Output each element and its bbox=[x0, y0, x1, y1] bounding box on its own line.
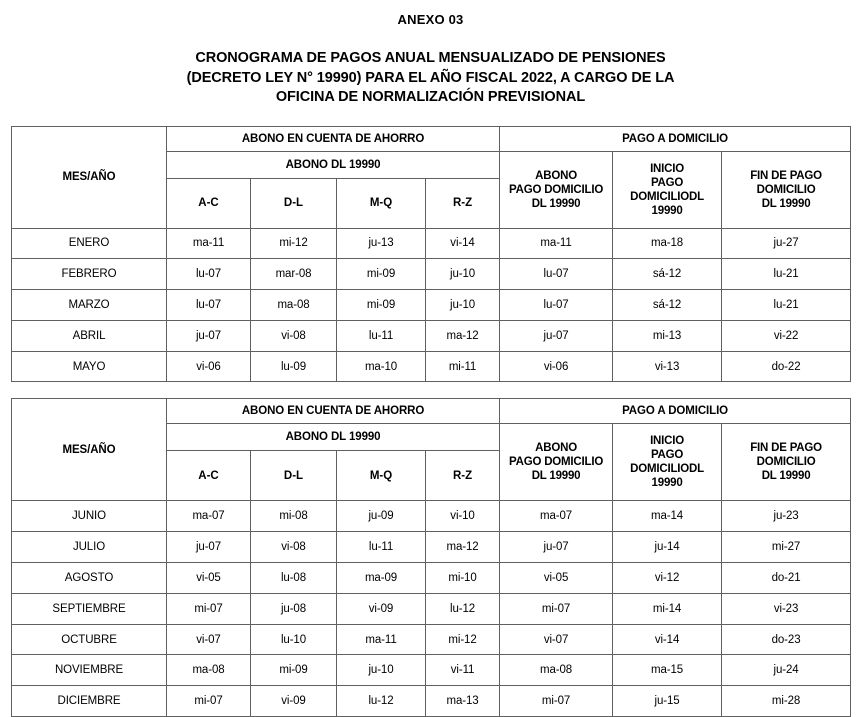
cell-abono-ac: lu-07 bbox=[167, 290, 251, 321]
header-fin-pago-domicilio bbox=[722, 424, 851, 501]
schedule-table-2-body bbox=[12, 501, 851, 717]
cell-abono-mq: lu-11 bbox=[337, 532, 426, 563]
schedule-table-second-semester bbox=[11, 398, 851, 717]
cell-abono-rz: mi-11 bbox=[426, 351, 500, 382]
header-group-pago-domicilio: PAGO A DOMICILIO bbox=[500, 126, 851, 151]
cell-abono-rz: ma-12 bbox=[426, 532, 500, 563]
cell-abono-rz: vi-10 bbox=[426, 501, 500, 532]
cell-inicio-pago-domicilio: vi-13 bbox=[613, 351, 722, 382]
cell-inicio-pago-domicilio: ju-15 bbox=[613, 686, 722, 717]
header-fin-pago-domicilio-line-3: DL 19990 bbox=[761, 197, 811, 210]
header-abono-pago-domicilio-line-1: ABONO bbox=[535, 442, 577, 455]
cell-abono-dl: mi-12 bbox=[251, 228, 337, 259]
table-row bbox=[12, 624, 851, 655]
header-inicio-pago-domicilio-line-3: DOMICILIODL bbox=[630, 190, 704, 203]
header-fin-pago-domicilio-line-3: DL 19990 bbox=[761, 470, 811, 483]
cell-abono-rz: ma-13 bbox=[426, 686, 500, 717]
cell-fin-pago-domicilio: ju-24 bbox=[722, 655, 851, 686]
header-group-abono-cuenta-ahorro: ABONO EN CUENTA DE AHORRO bbox=[167, 126, 500, 151]
cell-abono-pago-domicilio: vi-05 bbox=[500, 563, 613, 594]
header-mes-ano: MES/AÑO bbox=[12, 399, 167, 501]
cell-fin-pago-domicilio: vi-22 bbox=[722, 320, 851, 351]
cell-abono-rz: vi-14 bbox=[426, 228, 500, 259]
header-inicio-pago-domicilio-line-4: 19990 bbox=[651, 204, 683, 217]
header-letter-mq: M-Q bbox=[337, 451, 426, 501]
cell-abono-mq: lu-11 bbox=[337, 320, 426, 351]
schedule-table-2-wrapper bbox=[0, 398, 861, 717]
header-inicio-pago-domicilio-line-2: PAGO bbox=[650, 449, 684, 462]
cell-abono-mq: lu-12 bbox=[337, 686, 426, 717]
cell-abono-pago-domicilio: vi-07 bbox=[500, 624, 613, 655]
cell-inicio-pago-domicilio: ma-18 bbox=[613, 228, 722, 259]
page-title bbox=[0, 27, 861, 108]
header-fin-pago-domicilio-line-2: DOMICILIO bbox=[756, 456, 816, 469]
cell-abono-pago-domicilio: lu-07 bbox=[500, 259, 613, 290]
header-letter-ac: A-C bbox=[167, 178, 251, 228]
table-row bbox=[12, 351, 851, 382]
cell-abono-mq: mi-09 bbox=[337, 290, 426, 321]
header-inicio-pago-domicilio-line-3: DOMICILIODL bbox=[630, 463, 704, 476]
table-header-row-group bbox=[12, 399, 851, 424]
header-inicio-pago-domicilio-line-2: PAGO bbox=[650, 176, 684, 189]
header-inicio-pago-domicilio-line-1: INICIO bbox=[650, 435, 685, 448]
cell-abono-dl: vi-09 bbox=[251, 686, 337, 717]
cell-abono-ac: vi-05 bbox=[167, 563, 251, 594]
cell-abono-ac: ju-07 bbox=[167, 532, 251, 563]
cell-inicio-pago-domicilio: ju-14 bbox=[613, 532, 722, 563]
cell-abono-mq: ju-13 bbox=[337, 228, 426, 259]
cell-abono-pago-domicilio: ma-08 bbox=[500, 655, 613, 686]
cell-abono-mq: mi-09 bbox=[337, 259, 426, 290]
cell-inicio-pago-domicilio: vi-14 bbox=[613, 624, 722, 655]
cell-abono-ac: mi-07 bbox=[167, 593, 251, 624]
cell-fin-pago-domicilio: do-22 bbox=[722, 351, 851, 382]
header-group-pago-domicilio: PAGO A DOMICILIO bbox=[500, 399, 851, 424]
cell-inicio-pago-domicilio: mi-13 bbox=[613, 320, 722, 351]
cell-abono-dl: mar-08 bbox=[251, 259, 337, 290]
cell-abono-dl: ma-08 bbox=[251, 290, 337, 321]
cell-abono-mq: ju-09 bbox=[337, 501, 426, 532]
cell-fin-pago-domicilio: ju-27 bbox=[722, 228, 851, 259]
cell-month: MARZO bbox=[12, 290, 167, 321]
cell-inicio-pago-domicilio: ma-15 bbox=[613, 655, 722, 686]
cell-abono-dl: ju-08 bbox=[251, 593, 337, 624]
cell-abono-pago-domicilio: mi-07 bbox=[500, 686, 613, 717]
header-letter-dl: D-L bbox=[251, 178, 337, 228]
page-title-line-2: (DECRETO LEY N° 19990) PARA EL AÑO FISCAL 2022, A CARGO DE LA bbox=[186, 69, 675, 86]
table-row bbox=[12, 320, 851, 351]
header-inicio-pago-domicilio-line-4: 19990 bbox=[651, 477, 683, 490]
header-letter-ac: A-C bbox=[167, 451, 251, 501]
cell-abono-ac: ma-11 bbox=[167, 228, 251, 259]
cell-abono-mq: ju-10 bbox=[337, 655, 426, 686]
schedule-table-1-body bbox=[12, 228, 851, 382]
cell-fin-pago-domicilio: vi-23 bbox=[722, 593, 851, 624]
cell-abono-rz: ma-12 bbox=[426, 320, 500, 351]
cell-abono-ac: mi-07 bbox=[167, 686, 251, 717]
header-inicio-pago-domicilio bbox=[613, 151, 722, 228]
cell-inicio-pago-domicilio: sá-12 bbox=[613, 259, 722, 290]
cell-abono-dl: vi-08 bbox=[251, 320, 337, 351]
table-row bbox=[12, 532, 851, 563]
header-letter-rz: R-Z bbox=[426, 178, 500, 228]
header-mes-ano: MES/AÑO bbox=[12, 126, 167, 228]
cell-month: JULIO bbox=[12, 532, 167, 563]
cell-fin-pago-domicilio: mi-27 bbox=[722, 532, 851, 563]
cell-month: ENERO bbox=[12, 228, 167, 259]
cell-month: AGOSTO bbox=[12, 563, 167, 594]
header-fin-pago-domicilio bbox=[722, 151, 851, 228]
cell-abono-dl: mi-08 bbox=[251, 501, 337, 532]
cell-inicio-pago-domicilio: vi-12 bbox=[613, 563, 722, 594]
cell-abono-ac: ju-07 bbox=[167, 320, 251, 351]
schedule-table-first-semester bbox=[11, 126, 851, 383]
cell-abono-rz: mi-10 bbox=[426, 563, 500, 594]
cell-inicio-pago-domicilio: ma-14 bbox=[613, 501, 722, 532]
header-fin-pago-domicilio-line-1: FIN DE PAGO bbox=[750, 169, 822, 182]
header-abono-pago-domicilio-line-2: PAGO DOMICILIO bbox=[508, 183, 604, 196]
cell-abono-rz: mi-12 bbox=[426, 624, 500, 655]
cell-abono-dl: lu-08 bbox=[251, 563, 337, 594]
page-title-line-3: OFICINA DE NORMALIZACIÓN PREVISIONAL bbox=[275, 89, 586, 105]
cell-abono-pago-domicilio: mi-07 bbox=[500, 593, 613, 624]
header-sub-abono-dl-19990: ABONO DL 19990 bbox=[167, 151, 500, 178]
cell-fin-pago-domicilio: lu-21 bbox=[722, 290, 851, 321]
cell-abono-ac: vi-06 bbox=[167, 351, 251, 382]
cell-abono-dl: vi-08 bbox=[251, 532, 337, 563]
table-row bbox=[12, 686, 851, 717]
cell-abono-ac: ma-08 bbox=[167, 655, 251, 686]
cell-fin-pago-domicilio: ju-23 bbox=[722, 501, 851, 532]
table-row bbox=[12, 259, 851, 290]
cell-abono-pago-domicilio: lu-07 bbox=[500, 290, 613, 321]
table-row bbox=[12, 228, 851, 259]
header-fin-pago-domicilio-line-2: DOMICILIO bbox=[756, 183, 816, 196]
cell-month: MAYO bbox=[12, 351, 167, 382]
cell-abono-pago-domicilio: ju-07 bbox=[500, 532, 613, 563]
cell-abono-rz: vi-11 bbox=[426, 655, 500, 686]
cell-abono-rz: lu-12 bbox=[426, 593, 500, 624]
header-fin-pago-domicilio-line-1: FIN DE PAGO bbox=[750, 442, 822, 455]
cell-abono-dl: lu-10 bbox=[251, 624, 337, 655]
header-abono-pago-domicilio-line-3: DL 19990 bbox=[531, 470, 581, 483]
cell-month: JUNIO bbox=[12, 501, 167, 532]
cell-month: OCTUBRE bbox=[12, 624, 167, 655]
header-abono-pago-domicilio-line-3: DL 19990 bbox=[531, 197, 581, 210]
cell-abono-mq: ma-10 bbox=[337, 351, 426, 382]
header-abono-pago-domicilio-line-2: PAGO DOMICILIO bbox=[508, 456, 604, 469]
cell-abono-dl: mi-09 bbox=[251, 655, 337, 686]
cell-abono-mq: ma-09 bbox=[337, 563, 426, 594]
header-letter-rz: R-Z bbox=[426, 451, 500, 501]
anexo-label: ANEXO 03 bbox=[397, 12, 464, 27]
cell-abono-pago-domicilio: ju-07 bbox=[500, 320, 613, 351]
header-inicio-pago-domicilio-line-1: INICIO bbox=[650, 162, 685, 175]
schedule-table-1-wrapper bbox=[0, 126, 861, 383]
table-row bbox=[12, 501, 851, 532]
page-title-line-1: CRONOGRAMA DE PAGOS ANUAL MENSUALIZADO DE PENSIONES bbox=[195, 50, 666, 66]
table-row bbox=[12, 563, 851, 594]
cell-abono-pago-domicilio: ma-11 bbox=[500, 228, 613, 259]
cell-abono-rz: ju-10 bbox=[426, 259, 500, 290]
table-row bbox=[12, 655, 851, 686]
cell-abono-mq: ma-11 bbox=[337, 624, 426, 655]
cell-abono-pago-domicilio: ma-07 bbox=[500, 501, 613, 532]
table-row bbox=[12, 290, 851, 321]
header-abono-pago-domicilio-line-1: ABONO bbox=[535, 169, 577, 182]
cell-fin-pago-domicilio: do-21 bbox=[722, 563, 851, 594]
cell-abono-ac: ma-07 bbox=[167, 501, 251, 532]
cell-month: FEBRERO bbox=[12, 259, 167, 290]
cell-month: NOVIEMBRE bbox=[12, 655, 167, 686]
cell-abono-rz: ju-10 bbox=[426, 290, 500, 321]
cell-fin-pago-domicilio: mi-28 bbox=[722, 686, 851, 717]
header-abono-pago-domicilio bbox=[500, 424, 613, 501]
cell-month: ABRIL bbox=[12, 320, 167, 351]
cell-abono-ac: lu-07 bbox=[167, 259, 251, 290]
header-inicio-pago-domicilio bbox=[613, 424, 722, 501]
header-sub-abono-dl-19990: ABONO DL 19990 bbox=[167, 424, 500, 451]
cell-month: SEPTIEMBRE bbox=[12, 593, 167, 624]
cell-inicio-pago-domicilio: sá-12 bbox=[613, 290, 722, 321]
header-group-abono-cuenta-ahorro: ABONO EN CUENTA DE AHORRO bbox=[167, 399, 500, 424]
cell-abono-dl: lu-09 bbox=[251, 351, 337, 382]
cell-fin-pago-domicilio: do-23 bbox=[722, 624, 851, 655]
table-row bbox=[12, 593, 851, 624]
cell-abono-ac: vi-07 bbox=[167, 624, 251, 655]
cell-month: DICIEMBRE bbox=[12, 686, 167, 717]
table-header-row-group bbox=[12, 126, 851, 151]
header-letter-dl: D-L bbox=[251, 451, 337, 501]
header-letter-mq: M-Q bbox=[337, 178, 426, 228]
cell-abono-mq: vi-09 bbox=[337, 593, 426, 624]
header-abono-pago-domicilio bbox=[500, 151, 613, 228]
cell-inicio-pago-domicilio: mi-14 bbox=[613, 593, 722, 624]
cell-fin-pago-domicilio: lu-21 bbox=[722, 259, 851, 290]
cell-abono-pago-domicilio: vi-06 bbox=[500, 351, 613, 382]
